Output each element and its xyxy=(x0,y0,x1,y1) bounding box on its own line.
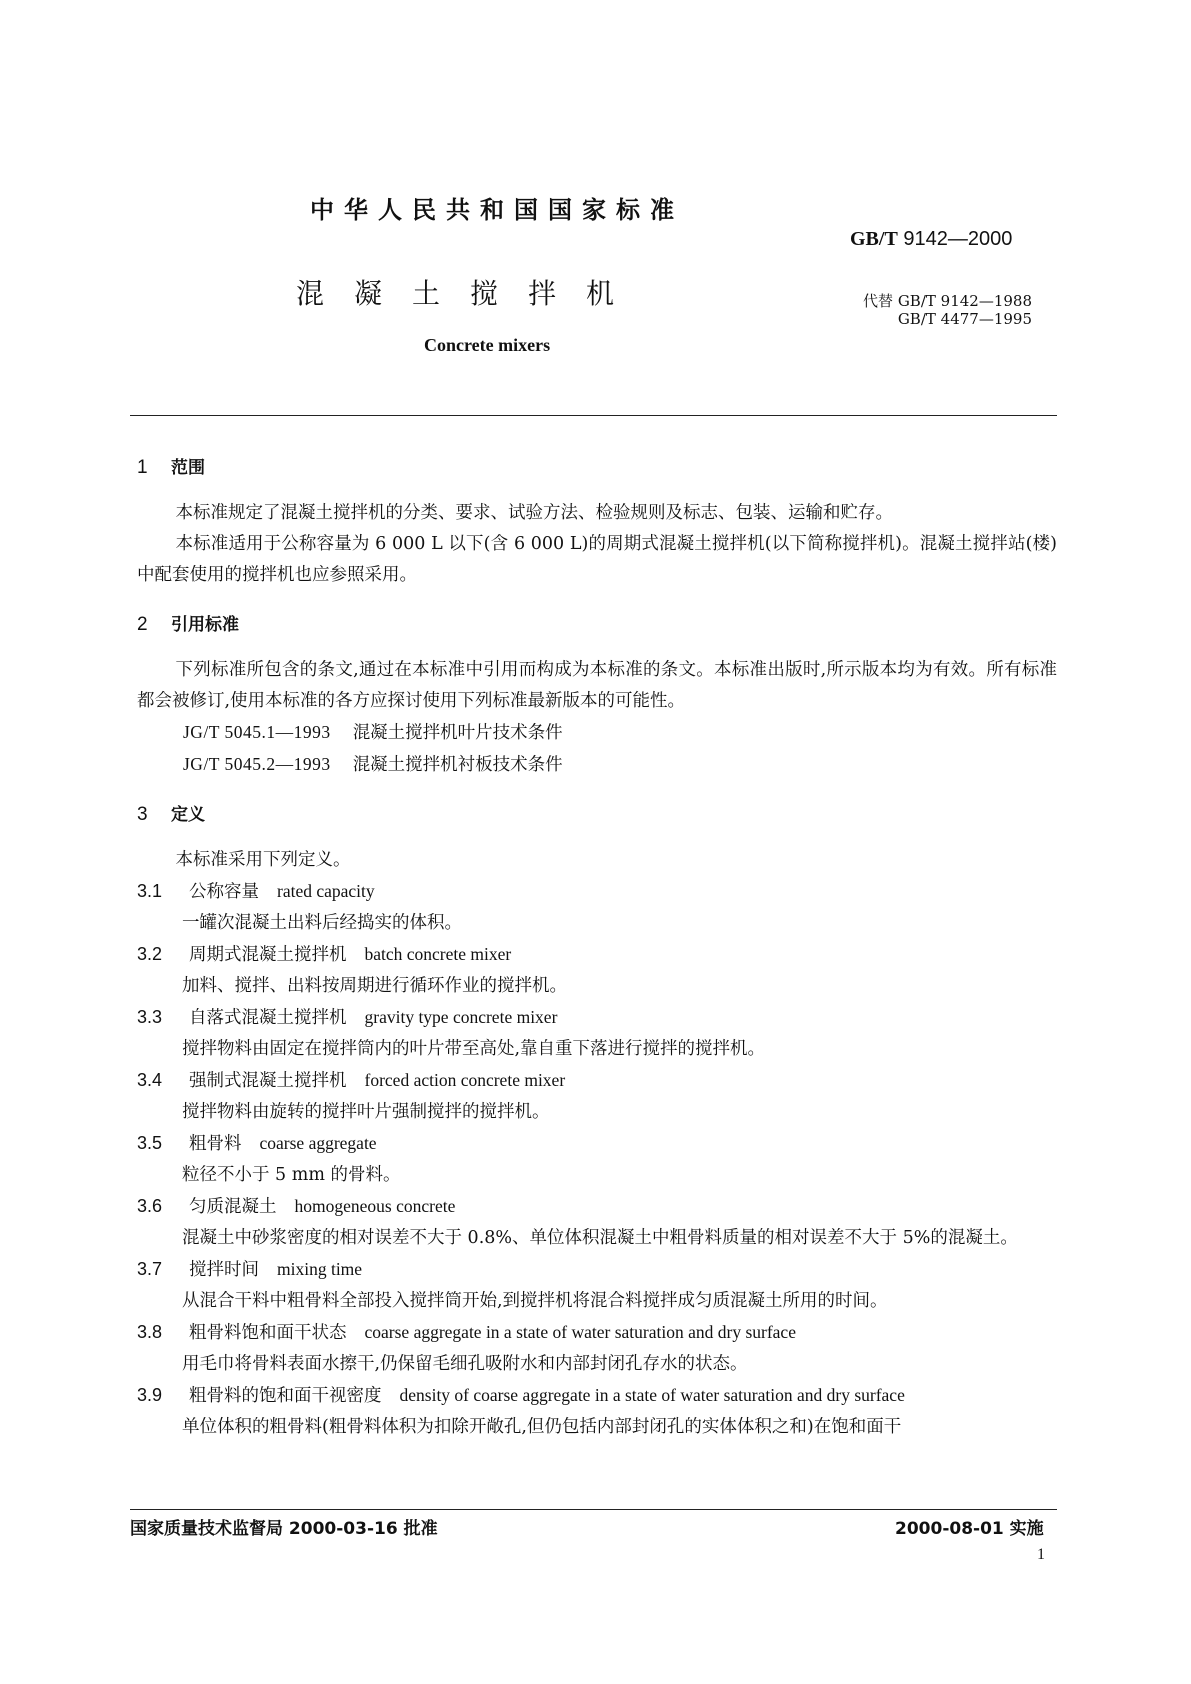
definition-term-en: coarse aggregate in a state of water saturation and dry surface xyxy=(364,1322,796,1342)
standard-number xyxy=(850,228,1012,251)
paragraph: 下列标准所包含的条文,通过在本标准中引用而构成为本标准的条文。本标准出版时,所示版本均为有效。所有标准都会被修订,使用本标准的各方应探讨使用下列标准最新版本的可能性。 xyxy=(137,660,1057,711)
standard-number-value: 9142—2000 xyxy=(903,228,1013,250)
national-standard-heading: 中华人民共和国国家标准 xyxy=(310,196,684,224)
replaces-block xyxy=(852,292,1032,328)
reference-code: JG/T 5045.2—1993 xyxy=(183,754,331,774)
definition-term-cn: 强制式混凝土搅拌机 xyxy=(189,1071,347,1091)
definition-term-en: rated capacity xyxy=(277,881,375,901)
footer-divider xyxy=(130,1509,1057,1510)
reference-title: 混凝土搅拌机叶片技术条件 xyxy=(352,723,563,743)
paragraph: 本标准采用下列定义。 xyxy=(175,850,351,870)
paragraph: 本标准规定了混凝土搅拌机的分类、要求、试验方法、检验规则及标志、包装、运输和贮存。 xyxy=(175,503,893,523)
definition-body: 搅拌物料由旋转的搅拌叶片强制搅拌的搅拌机。 xyxy=(182,1102,550,1122)
definition-heading xyxy=(137,1128,1057,1160)
implementation-date: 2000-08-01 实施 xyxy=(895,1519,1044,1539)
definition-term-en: batch concrete mixer xyxy=(364,944,512,964)
definition-heading xyxy=(137,1002,1057,1034)
section-number: 1 xyxy=(137,457,148,478)
section-title: 范围 xyxy=(171,458,205,478)
page-number: 1 xyxy=(1037,1546,1045,1563)
definition-body: 粒径不小于 5 mm 的骨料。 xyxy=(182,1165,401,1185)
section-title: 引用标准 xyxy=(171,615,239,635)
english-title: Concrete mixers xyxy=(424,335,551,355)
reference-code: JG/T 5045.1—1993 xyxy=(183,722,331,742)
definition-number: 3.6 xyxy=(137,1196,163,1216)
definition-number: 3.9 xyxy=(137,1385,163,1405)
definition-body: 搅拌物料由固定在搅拌筒内的叶片带至高处,靠自重下落进行搅拌的搅拌机。 xyxy=(182,1039,766,1059)
definition-body: 用毛巾将骨料表面水擦干,仍保留毛细孔吸附水和内部封闭孔存水的状态。 xyxy=(182,1354,748,1374)
definition-body: 从混合干料中粗骨料全部投入搅拌筒开始,到搅拌机将混合料搅拌成匀质混凝土所用的时间。 xyxy=(182,1291,888,1311)
definition-body: 单位体积的粗骨料(粗骨料体积为扣除开敞孔,但仍包括内部封闭孔的实体体积之和)在饱和面干 xyxy=(182,1417,902,1437)
section-number: 3 xyxy=(137,804,148,825)
definition-number: 3.8 xyxy=(137,1322,163,1342)
definition-number: 3.1 xyxy=(137,881,163,901)
definition-term-en: density of coarse aggregate in a state of water saturation and dry surface xyxy=(399,1385,905,1405)
definition-term-en: coarse aggregate xyxy=(259,1133,377,1153)
section-title: 定义 xyxy=(171,805,205,825)
definition-heading xyxy=(137,1317,1057,1349)
definition-term-cn: 周期式混凝土搅拌机 xyxy=(189,945,347,965)
definition-heading xyxy=(137,1380,1057,1412)
definition-number: 3.2 xyxy=(137,944,163,964)
replaces-line-2: GB/T 4477—1995 xyxy=(897,310,1032,328)
definition-term-en: homogeneous concrete xyxy=(294,1196,456,1216)
definition-term-en: forced action concrete mixer xyxy=(364,1070,566,1090)
definition-number: 3.5 xyxy=(137,1133,163,1153)
section-heading xyxy=(137,609,1057,641)
definition-heading xyxy=(137,1254,1057,1286)
definition-number: 3.4 xyxy=(137,1070,163,1090)
definition-term-en: gravity type concrete mixer xyxy=(364,1007,558,1027)
definition-term-cn: 粗骨料 xyxy=(189,1134,242,1154)
definition-body: 加料、搅拌、出料按周期进行循环作业的搅拌机。 xyxy=(182,976,567,996)
definition-term-cn: 粗骨料饱和面干状态 xyxy=(189,1323,347,1343)
definition-heading xyxy=(137,1191,1057,1223)
section-heading xyxy=(137,799,1057,831)
definition-heading xyxy=(137,1065,1057,1097)
definition-term-cn: 自落式混凝土搅拌机 xyxy=(189,1008,347,1028)
reference-title: 混凝土搅拌机衬板技术条件 xyxy=(352,755,563,775)
definition-term-cn: 匀质混凝土 xyxy=(189,1197,277,1217)
definition-term-cn: 搅拌时间 xyxy=(189,1260,259,1280)
document-title: 混凝土搅拌机 xyxy=(296,277,645,310)
approval-date: 国家质量技术监督局 2000-03-16 批准 xyxy=(130,1519,438,1539)
section-number: 2 xyxy=(137,614,148,635)
replaces-line-1: 代替 GB/T 9142—1988 xyxy=(863,292,1032,310)
reference-item xyxy=(183,749,1057,781)
definition-term-en: mixing time xyxy=(277,1259,363,1279)
definition-heading xyxy=(137,876,1057,908)
standard-prefix: GB/T xyxy=(850,228,898,250)
paragraph: 本标准适用于公称容量为 6 000 L 以下(含 6 000 L)的周期式混凝土搅拌机(以下简称搅拌机)。混凝土搅拌站(楼)中配套使用的搅拌机也应参照采用。 xyxy=(137,534,1057,585)
definition-term-cn: 粗骨料的饱和面干视密度 xyxy=(189,1386,382,1406)
definition-heading xyxy=(137,939,1057,971)
definition-number: 3.3 xyxy=(137,1007,163,1027)
definition-body: 混凝土中砂浆密度的相对误差不大于 0.8%、单位体积混凝土中粗骨料质量的相对误差不大于 5%的混凝土。 xyxy=(182,1228,1018,1248)
header-divider xyxy=(130,415,1057,416)
document-body xyxy=(137,452,1057,1443)
definition-term-cn: 公称容量 xyxy=(189,882,259,902)
definition-body: 一罐次混凝土出料后经捣实的体积。 xyxy=(182,913,462,933)
reference-item xyxy=(183,717,1057,749)
section-heading xyxy=(137,452,1057,484)
definition-number: 3.7 xyxy=(137,1259,163,1279)
